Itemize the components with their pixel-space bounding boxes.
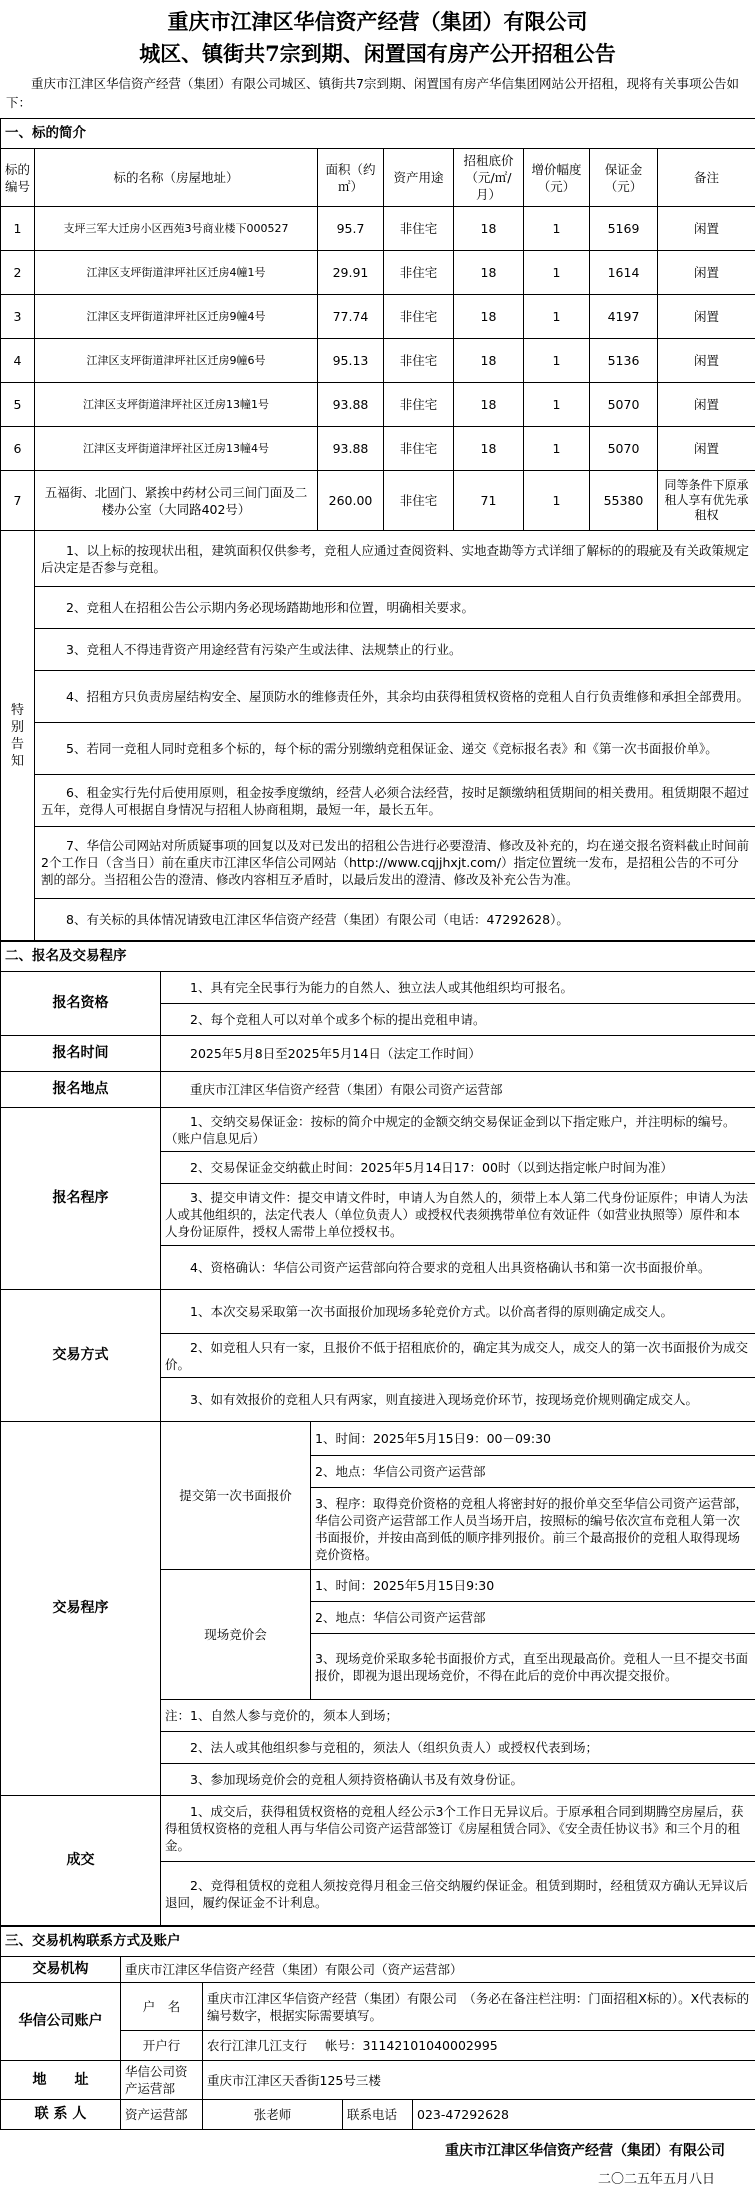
cell-use: 非住宅 xyxy=(384,295,454,339)
cell-use: 非住宅 xyxy=(384,383,454,427)
address-label: 地 址 xyxy=(1,2061,121,2100)
flow-note: 3、参加现场竞价会的竞租人须持资格确认书及有效身份证。 xyxy=(161,1764,755,1796)
bank-label: 开户行 xyxy=(121,2031,203,2061)
cell-name: 五福街、北固门、紧挨中药材公司三间门面及二楼办公室（大同路402号） xyxy=(35,471,318,531)
cell-price: 18 xyxy=(454,383,524,427)
account-number-label: 帐号： xyxy=(325,2038,363,2053)
trade-mode-label: 交易方式 xyxy=(1,1290,161,1422)
first-bid-item: 1、时间：2025年5月15日9：00－09:30 xyxy=(311,1422,755,1456)
notice-item: 5、若同一竞租人同时竞租多个标的，每个标的需分别缴纳竞租保证金、递交《竞标报名表》和《第一次书面报价单》。 xyxy=(35,723,755,775)
cell-use: 非住宅 xyxy=(384,471,454,531)
notice-item: 8、有关标的具体情况请致电江津区华信资产经营（集团）有限公司（电话：47292628）。 xyxy=(35,899,755,941)
cell-no: 2 xyxy=(1,251,35,295)
notice-item: 6、租金实行先付后使用原则，租金按季度缴纳，经营人必须合法经营，按时足额缴纳租赁期间的相关费用。租赁期限不超过五年，竞得人可根据自身情况与招租人协商租期，最短一年，最长五年。 xyxy=(35,775,755,827)
first-bid-item: 2、地点：华信公司资产运营部 xyxy=(311,1456,755,1488)
col-header: 增价幅度（元） xyxy=(524,149,590,207)
qualification-label: 报名资格 xyxy=(1,972,161,1036)
cell-inc: 1 xyxy=(524,339,590,383)
table-header-row xyxy=(1,149,755,207)
cell-deposit: 5169 xyxy=(590,207,658,251)
cell-area: 93.88 xyxy=(318,427,384,471)
cell-inc: 1 xyxy=(524,207,590,251)
cell-note: 闲置 xyxy=(658,339,755,383)
phone-label: 联系电话 xyxy=(343,2100,413,2130)
cell-area: 77.74 xyxy=(318,295,384,339)
phone-value: 023-47292628 xyxy=(413,2100,755,2130)
cell-use: 非住宅 xyxy=(384,339,454,383)
cell-inc: 1 xyxy=(524,471,590,531)
cell-inc: 1 xyxy=(524,295,590,339)
cell-note: 同等条件下原承租人享有优先承租权 xyxy=(658,471,755,531)
account-number: 31142101040002995 xyxy=(363,2038,498,2053)
cell-area: 95.13 xyxy=(318,339,384,383)
address-value: 重庆市江津区天香街125号三楼 xyxy=(203,2061,755,2100)
col-header: 标的编号 xyxy=(1,149,35,207)
cell-no: 4 xyxy=(1,339,35,383)
col-header: 招租底价（元/㎡/月） xyxy=(454,149,524,207)
cell-area: 260.00 xyxy=(318,471,384,531)
org-label: 交易机构 xyxy=(1,1957,121,1983)
table-row xyxy=(1,207,755,251)
trade-procedure-label: 交易程序 xyxy=(1,1422,161,1796)
bank-value: 农行江津几江支行 xyxy=(207,2038,307,2053)
cell-no: 3 xyxy=(1,295,35,339)
col-header: 面积（约㎡） xyxy=(318,149,384,207)
cell-use: 非住宅 xyxy=(384,251,454,295)
cell-use: 非住宅 xyxy=(384,207,454,251)
notice-item: 4、招租方只负责房屋结构安全、屋顶防水的维修责任外，其余均由获得租赁权资格的竞租人自行负责维修和承担全部费用。 xyxy=(35,671,755,723)
cell-deposit: 4197 xyxy=(590,295,658,339)
cell-no: 5 xyxy=(1,383,35,427)
notice-item: 7、华信公司网站对所质疑事项的回复以及对已发出的招租公告进行必要澄清、修改及补充的，均在递交报名资料截止时间前2个工作日（含当日）前在重庆市江津区华信公司网站（http://www.cqjjhxjt.com/）指定位置统一发布，是招租公告的不可分割的部分。当招租公告的澄清、修改内容相互矛盾时，以最后发出的澄清、修改及补充公告为准。 xyxy=(35,827,755,899)
procedure-item: 4、资格确认：华信公司资产运营部向符合要求的竞租人出具资格确认书和第一次书面报价单。 xyxy=(161,1246,755,1290)
cell-note: 闲置 xyxy=(658,251,755,295)
holder-value: 重庆市江津区华信资产经营（集团）有限公司 （务必在备注栏注明：门面招租X标的）。X代表标的编号数字，根据实际需要填写。 xyxy=(203,1983,755,2031)
flow-note: 2、法人或其他组织参与竞租的，须法人（组织负责人）或授权代表到场； xyxy=(161,1732,755,1764)
cell-name: 江津区支坪街道津坪社区迁房13幢4号 xyxy=(35,427,318,471)
registration-time-label: 报名时间 xyxy=(1,1036,161,1072)
deal-item: 2、竞得租赁权的竞租人须按竞得月租金三倍交纳履约保证金。租赁到期时，经租赁双方确认无异议后退回，履约保证金不计利息。 xyxy=(161,1862,755,1926)
contact-dept: 资产运营部 xyxy=(121,2100,203,2130)
cell-deposit: 55380 xyxy=(590,471,658,531)
registration-time: 2025年5月8日至2025年5月14日（法定工作时间） xyxy=(161,1036,755,1072)
section2-table xyxy=(0,941,755,1926)
cell-use: 非住宅 xyxy=(384,427,454,471)
table-row xyxy=(1,383,755,427)
auction-label: 现场竞价会 xyxy=(161,1570,311,1700)
qualification-item: 1、具有完全民事行为能力的自然人、独立法人或其他组织均可报名。 xyxy=(161,972,755,1004)
trade-mode-item: 2、如竞租人只有一家，且报价不低于招租底价的，确定其为成交人，成交人的第一次书面报价为成交价。 xyxy=(161,1334,755,1378)
deal-item: 1、成交后，获得租赁权资格的竞租人经公示3个工作日无异议后。于原承租合同到期腾空房屋后，获得租赁权资格的竞租人再与华信公司资产运营部签订《房屋租赁合同》、《安全责任协议书》和三个月的租金。 xyxy=(161,1796,755,1862)
section2-heading: 二、报名及交易程序 xyxy=(1,942,755,972)
qualification-item: 2、每个竞租人可以对单个或多个标的提出竞租申请。 xyxy=(161,1004,755,1036)
date: 二〇二五年五月八日 xyxy=(0,2164,755,2191)
cell-note: 闲置 xyxy=(658,427,755,471)
cell-area: 29.91 xyxy=(318,251,384,295)
contact-name: 张老师 xyxy=(203,2100,343,2130)
procedure-item: 3、提交申请文件：提交申请文件时，申请人为自然人的，须带上本人第二代身份证原件；申请人为法人或其他组织的，法定代表人（单位负责人）或授权代表须携带单位有效证件（如营业执照等）原件和本人身份证原件，授权人需带上单位授权书。 xyxy=(161,1184,755,1246)
section1-heading: 一、标的简介 xyxy=(1,119,755,149)
cell-inc: 1 xyxy=(524,251,590,295)
account-label: 华信公司账户 xyxy=(1,1983,121,2061)
cell-deposit: 5070 xyxy=(590,383,658,427)
col-header: 备注 xyxy=(658,149,755,207)
holder-label: 户 名 xyxy=(121,1983,203,2031)
cell-no: 6 xyxy=(1,427,35,471)
cell-deposit: 1614 xyxy=(590,251,658,295)
signature: 重庆市江津区华信资产经营（集团）有限公司 xyxy=(0,2130,755,2164)
first-bid-item: 3、程序：取得竞价资格的竞租人将密封好的报价单交至华信公司资产运营部，华信公司资产运营部工作人员当场开启，按照标的编号依次宣布竞租人第一次书面报价，并按由高到低的顺序排列报价。前三个最高报价的竞租人取得现场竞价资格。 xyxy=(311,1488,755,1570)
org-value: 重庆市江津区华信资产经营（集团）有限公司（资产运营部） xyxy=(121,1957,755,1983)
table-row xyxy=(1,295,755,339)
cell-inc: 1 xyxy=(524,427,590,471)
section1-table xyxy=(0,118,755,941)
contact-label: 联 系 人 xyxy=(1,2100,121,2130)
cell-name: 江津区支坪街道津坪社区迁房9幢4号 xyxy=(35,295,318,339)
auction-item: 2、地点：华信公司资产运营部 xyxy=(311,1602,755,1634)
cell-deposit: 5136 xyxy=(590,339,658,383)
section3-heading: 三、交易机构联系方式及账户 xyxy=(1,1927,755,1957)
cell-deposit: 5070 xyxy=(590,427,658,471)
trade-mode-item: 3、如有效报价的竞租人只有两家，则直接进入现场竞价环节，按现场竞价规则确定成交人。 xyxy=(161,1378,755,1422)
title-line-1: 重庆市江津区华信资产经营（集团）有限公司 xyxy=(0,0,755,38)
auction-item: 3、现场竞价采取多轮书面报价方式，直至出现最高价。竞租人一旦不提交书面报价，即视为退出现场竞价，不得在此后的竞价中再次提交报价。 xyxy=(311,1634,755,1700)
cell-no: 7 xyxy=(1,471,35,531)
first-bid-label: 提交第一次书面报价 xyxy=(161,1422,311,1570)
cell-price: 71 xyxy=(454,471,524,531)
notice-item: 3、竞租人不得违背资产用途经营有污染产生或法律、法规禁止的行业。 xyxy=(35,629,755,671)
cell-area: 93.88 xyxy=(318,383,384,427)
procedure-item: 1、交纳交易保证金：按标的简介中规定的金额交纳交易保证金到以下指定账户，并注明标的编号。（账户信息见后） xyxy=(161,1108,755,1152)
col-header: 保证金（元） xyxy=(590,149,658,207)
notice-item: 2、竞租人在招租公告公示期内务必现场踏勘地形和位置，明确相关要求。 xyxy=(35,587,755,629)
intro-text: 重庆市江津区华信资产经营（集团）有限公司城区、镇街共7宗到期、闲置国有房产华信集团网站公开招租，现将有关事项公告如下： xyxy=(0,70,755,118)
table-row xyxy=(1,427,755,471)
table-row xyxy=(1,251,755,295)
table-row xyxy=(1,339,755,383)
cell-name: 江津区支坪街道津坪社区迁房9幢6号 xyxy=(35,339,318,383)
cell-note: 闲置 xyxy=(658,383,755,427)
auction-item: 1、时间：2025年5月15日9:30 xyxy=(311,1570,755,1602)
cell-note: 闲置 xyxy=(658,207,755,251)
procedure-item: 2、交易保证金交纳截止时间：2025年5月14日17：00时（以到达指定帐户时间为准） xyxy=(161,1152,755,1184)
cell-name: 江津区支坪街道津坪社区迁房4幢1号 xyxy=(35,251,318,295)
cell-price: 18 xyxy=(454,339,524,383)
cell-name: 江津区支坪街道津坪社区迁房13幢1号 xyxy=(35,383,318,427)
cell-note: 闲置 xyxy=(658,295,755,339)
flow-note: 注：1、自然人参与竞价的，须本人到场； xyxy=(161,1700,755,1732)
trade-mode-item: 1、本次交易采取第一次书面报价加现场多轮竞价方式。以价高者得的原则确定成交人。 xyxy=(161,1290,755,1334)
section3-table xyxy=(0,1926,755,2130)
bank-row xyxy=(203,2031,755,2061)
cell-name: 支坪三军大迁房小区西苑3号商业楼下000527 xyxy=(35,207,318,251)
address-org: 华信公司资产运营部 xyxy=(121,2061,203,2100)
special-notice-label: 特别告知 xyxy=(1,531,35,941)
cell-price: 18 xyxy=(454,251,524,295)
registration-place-label: 报名地点 xyxy=(1,1072,161,1108)
col-header: 资产用途 xyxy=(384,149,454,207)
deal-label: 成交 xyxy=(1,1796,161,1926)
cell-price: 18 xyxy=(454,427,524,471)
col-header: 标的名称（房屋地址） xyxy=(35,149,318,207)
table-row xyxy=(1,471,755,531)
cell-area: 95.7 xyxy=(318,207,384,251)
notice-item: 1、以上标的按现状出租，建筑面积仅供参考，竞租人应通过查阅资料、实地查勘等方式详细了解标的的瑕疵及有关政策规定后决定是否参与竞租。 xyxy=(35,531,755,587)
title-line-2: 城区、镇街共7宗到期、闲置国有房产公开招租公告 xyxy=(0,38,755,70)
registration-place: 重庆市江津区华信资产经营（集团）有限公司资产运营部 xyxy=(161,1072,755,1108)
registration-procedure-label: 报名程序 xyxy=(1,1108,161,1290)
cell-price: 18 xyxy=(454,207,524,251)
cell-price: 18 xyxy=(454,295,524,339)
cell-no: 1 xyxy=(1,207,35,251)
cell-inc: 1 xyxy=(524,383,590,427)
